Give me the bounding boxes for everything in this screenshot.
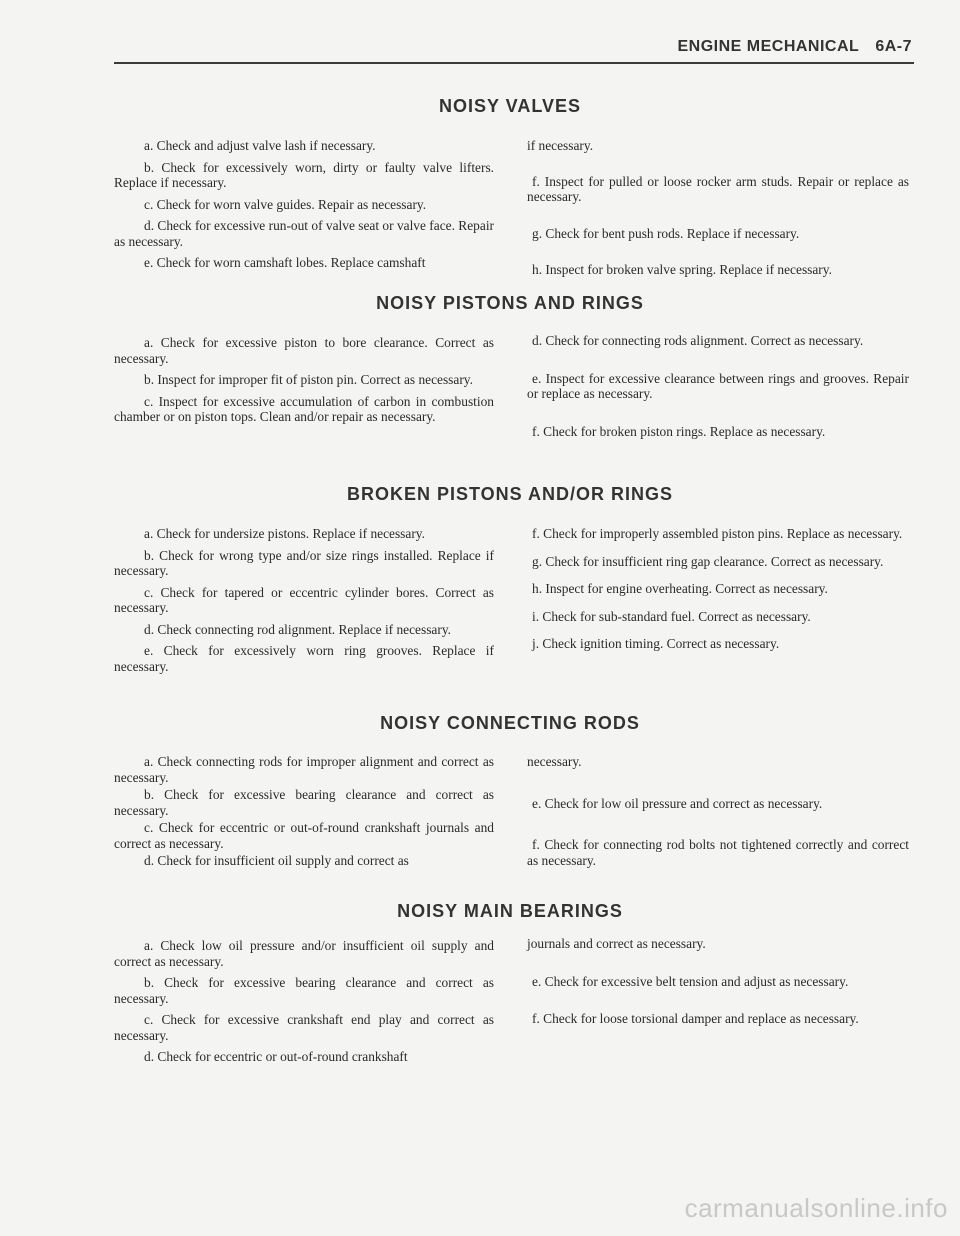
- paragraph: h. Inspect for broken valve spring. Replace if necessary.: [532, 262, 832, 277]
- section-heading: NOISY VALVES: [438, 96, 582, 116]
- section-heading: NOISY CONNECTING RODS: [380, 713, 640, 733]
- section-left-column: [114, 138, 494, 277]
- paragraph: e. Inspect for excessive clearance between rings and grooves. Repair or replace as necessary.: [527, 370, 909, 401]
- paragraph: e. Check for worn camshaft lobes. Replace camshaft: [144, 255, 426, 270]
- paragraph: d. Check for eccentric or out-of-round crankshaft: [144, 1049, 408, 1064]
- section-right-column: [527, 138, 909, 284]
- paragraph: g. Check for bent push rods. Replace if necessary.: [532, 225, 800, 241]
- section-heading: NOISY PISTONS AND RINGS: [376, 293, 644, 313]
- paragraph: b. Inspect for improper fit of piston pin. Correct as necessary.: [144, 372, 473, 387]
- paragraph: a. Check low oil pressure and/or insufficient oil supply and correct as necessary.: [114, 938, 494, 969]
- paragraph: a. Check for undersize pistons. Replace if necessary.: [144, 526, 425, 541]
- paragraph: a. Check for excessive piston to bore clearance. Correct as necessary.: [114, 335, 494, 366]
- page-header: [677, 38, 912, 56]
- paragraph: f. Check for improperly assembled piston pins. Replace as necessary.: [532, 526, 903, 541]
- paragraph: c. Check for tapered or eccentric cylinder bores. Correct as necessary.: [114, 584, 494, 615]
- paragraph: b. Check for wrong type and/or size rings installed. Replace if necessary.: [114, 547, 494, 578]
- paragraph: c. Check for excessive crankshaft end play and correct as necessary.: [114, 1012, 494, 1043]
- page-number: 6A-7: [875, 38, 912, 55]
- section-right-column: [527, 754, 909, 874]
- section-right-column: [527, 333, 909, 445]
- paragraph: i. Check for sub-standard fuel. Correct as necessary.: [532, 608, 811, 624]
- paragraph: f. Check for broken piston rings. Replace as necessary.: [532, 423, 826, 439]
- paragraph: a. Check and adjust valve lash if necessary.: [144, 138, 376, 153]
- paragraph: d. Check for excessive run-out of valve seat or valve face. Repair as necessary.: [114, 218, 494, 249]
- watermark: carmanualsonline.info: [684, 1193, 948, 1223]
- section-right-column: [527, 526, 909, 658]
- paragraph: f. Check for loose torsional damper and replace as necessary.: [532, 1011, 859, 1026]
- paragraph: j. Check ignition timing. Correct as necessary.: [532, 636, 780, 651]
- paragraph: e. Check for excessively worn ring grooves. Replace if necessary.: [114, 643, 494, 674]
- paragraph: f. Check for connecting rod bolts not tightened correctly and correct as necessary.: [527, 837, 909, 868]
- paragraph: e. Check for low oil pressure and correct as necessary.: [532, 795, 823, 811]
- paragraph: b. Check for excessively worn, dirty or faulty valve lifters. Replace if necessary.: [114, 159, 494, 190]
- section-left-column: [114, 335, 494, 431]
- paragraph: if necessary.: [527, 138, 594, 153]
- paragraph: e. Check for excessive belt tension and adjust as necessary.: [532, 973, 849, 989]
- paragraph: c. Check for eccentric or out-of-round crankshaft journals and correct as necessary.: [114, 820, 494, 851]
- paragraph: c. Inspect for excessive accumulation of carbon in combustion chamber or on piston tops. Clean and/or repair as necessary.: [114, 393, 494, 424]
- paragraph: necessary.: [527, 754, 582, 769]
- paragraph: g. Check for insufficient ring gap clearance. Correct as necessary.: [532, 553, 884, 569]
- paragraph: a. Check connecting rods for improper alignment and correct as necessary.: [114, 754, 494, 785]
- header-rule: [114, 62, 914, 64]
- section-heading: BROKEN PISTONS AND/OR RINGS: [346, 484, 674, 504]
- paragraph: f. Inspect for pulled or loose rocker arm studs. Repair or replace as necessary.: [527, 173, 909, 204]
- section-left-column: [114, 526, 494, 680]
- paragraph: b. Check for excessive bearing clearance and correct as necessary.: [114, 787, 494, 818]
- section-left-column: [114, 754, 494, 875]
- section-right-column: [527, 936, 909, 1033]
- paragraph: d. Check for connecting rods alignment. Correct as necessary.: [532, 333, 864, 348]
- section-left-column: [114, 938, 494, 1071]
- paragraph: h. Inspect for engine overheating. Correct as necessary.: [532, 581, 828, 596]
- section-title: ENGINE MECHANICAL: [677, 38, 860, 55]
- paragraph: journals and correct as necessary.: [527, 936, 706, 951]
- paragraph: b. Check for excessive bearing clearance and correct as necessary.: [114, 975, 494, 1006]
- section-heading: NOISY MAIN BEARINGS: [397, 901, 623, 921]
- paragraph: d. Check for insufficient oil supply and correct as: [144, 853, 409, 868]
- paragraph: d. Check connecting rod alignment. Replace if necessary.: [144, 621, 452, 637]
- paragraph: c. Check for worn valve guides. Repair as necessary.: [144, 196, 427, 212]
